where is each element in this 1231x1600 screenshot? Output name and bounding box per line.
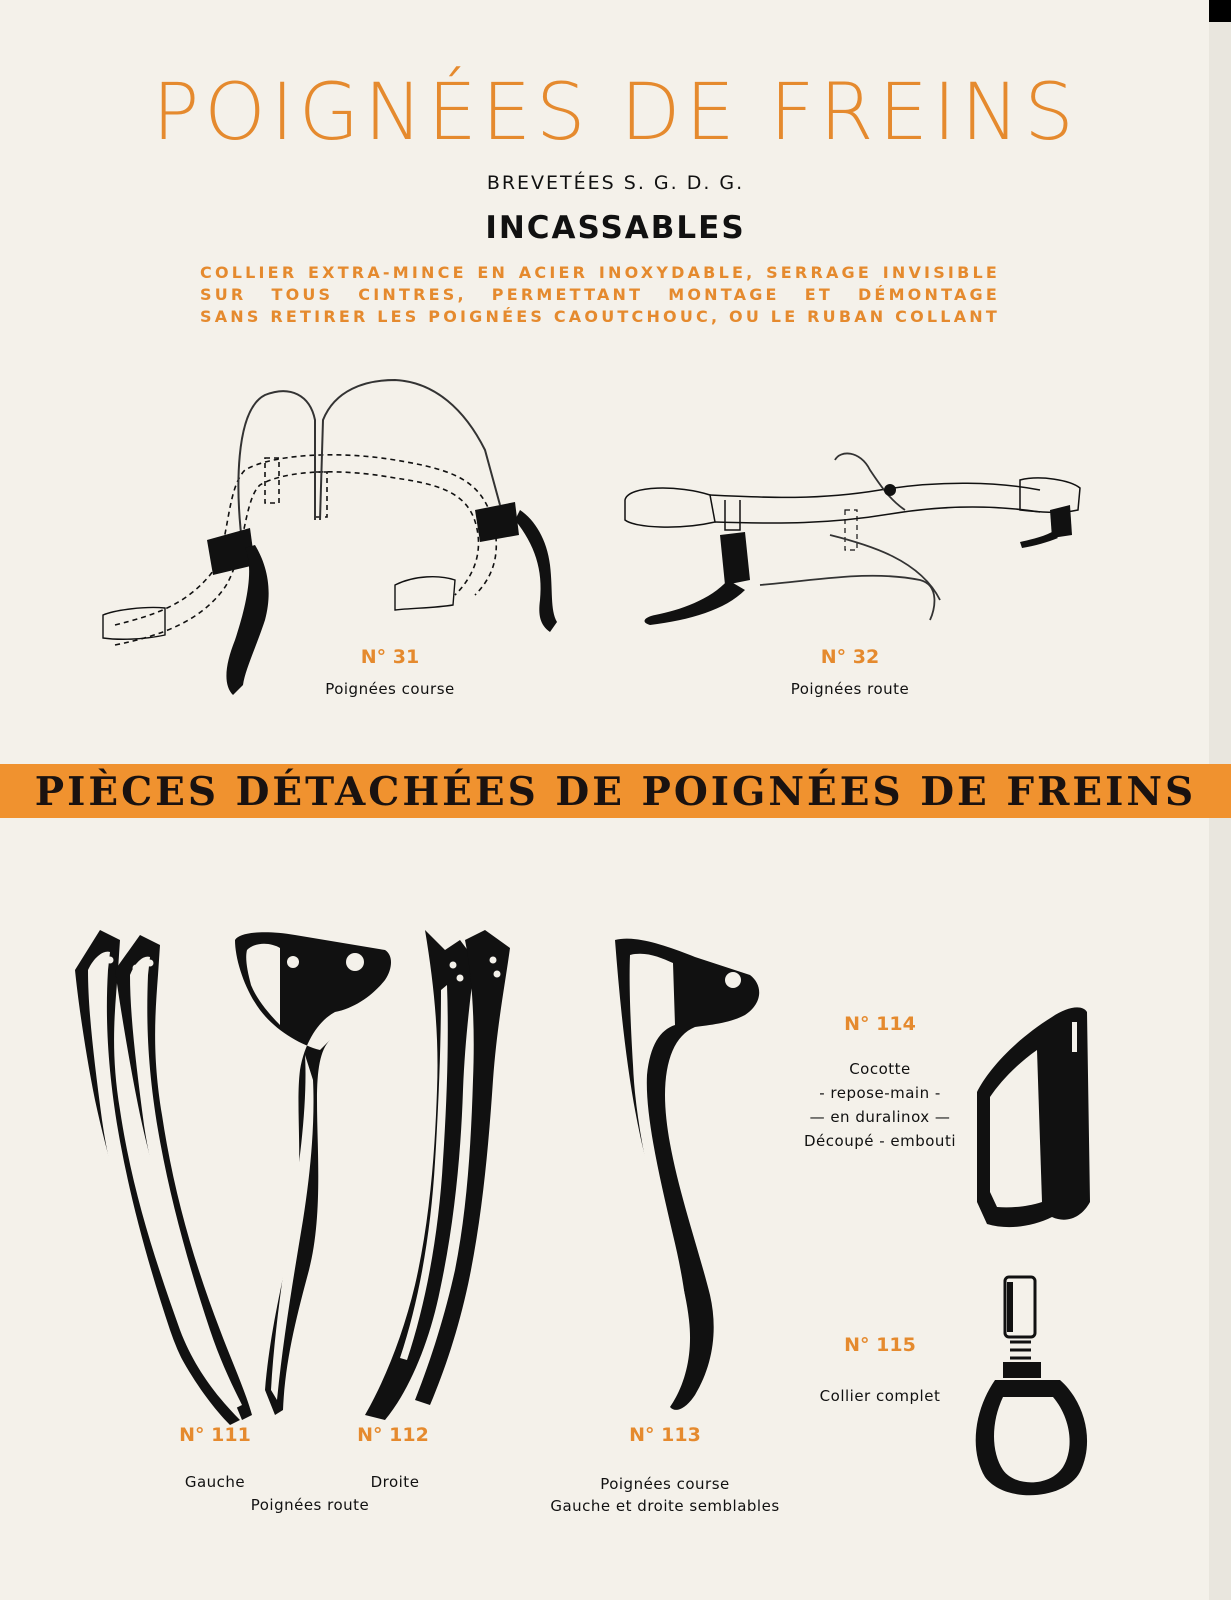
part-number: N° 112 (357, 1424, 429, 1446)
parts-group-caption: Poignées route (250, 1496, 370, 1514)
clamp-icon (965, 1272, 1105, 1512)
part-caption: - repose-main - (819, 1084, 941, 1102)
lever-right-icon (235, 930, 535, 1440)
part-caption: Découpé - embouti (803, 1132, 956, 1150)
description-line: SANS RETIRER LES POIGNÉES CAOUTCHOUC, OU LE RUBAN COLLANT (200, 307, 1000, 326)
section-heading: PIÈCES DÉTACHÉES DE POIGNÉES DE FREINS (34, 769, 1197, 815)
part-number: N° 111 (179, 1424, 251, 1446)
part-number: N° 115 (844, 1334, 916, 1356)
product-caption: Poignées course (325, 680, 455, 698)
part-number: N° 114 (844, 1013, 916, 1035)
description (200, 262, 1000, 328)
part-number: N° 113 (629, 1424, 701, 1446)
part-caption: — en duralinox — (809, 1108, 951, 1126)
description-line: SUR TOUS CINTRES, PERMETTANT MONTAGE ET DÉMONTAGE (200, 285, 1000, 304)
product-number: N° 32 (820, 646, 880, 668)
corner-mark (1209, 0, 1231, 22)
section-band (0, 764, 1231, 818)
part-caption: Collier complet (819, 1387, 941, 1405)
description-line: COLLIER EXTRA-MINCE EN ACIER INOXYDABLE, SERRAGE INVISIBLE (200, 263, 1000, 282)
unbreakable-heading: INCASSABLES (485, 210, 746, 246)
flat-handlebar-brake-icon (620, 440, 1100, 640)
hood-icon (972, 1002, 1092, 1242)
product-number: N° 31 (360, 646, 420, 668)
part-caption-right: Droite (370, 1473, 420, 1491)
race-lever-icon (615, 935, 775, 1425)
patent-line: BREVETÉES S. G. D. G. (486, 172, 745, 194)
part-caption: Poignées course (600, 1475, 730, 1493)
product-caption: Poignées route (790, 680, 910, 698)
part-caption: Cocotte (849, 1060, 911, 1078)
lever-left-icon (70, 930, 260, 1430)
part-caption-left: Gauche (184, 1473, 246, 1491)
part-caption: Gauche et droite semblables (550, 1497, 780, 1515)
page-title: POIGNÉES DE FREINS (152, 68, 1079, 158)
